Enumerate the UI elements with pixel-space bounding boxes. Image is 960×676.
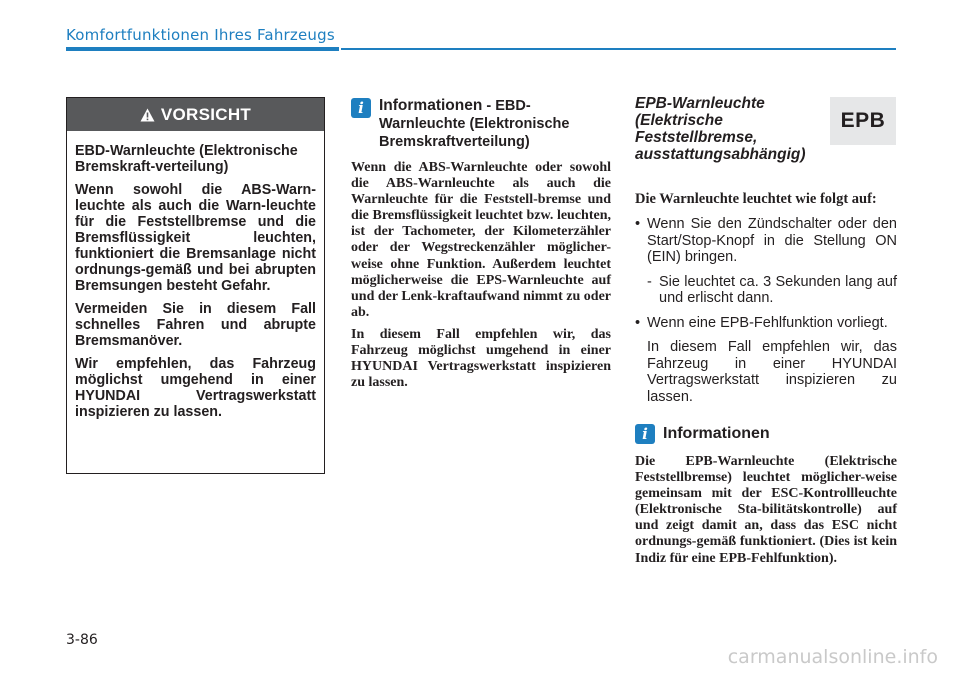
section-title: Komfortfunktionen Ihres Fahrzeugs xyxy=(66,26,335,44)
sub-list-item-text: Sie leuchtet ca. 3 Sekunden lang auf und erlischt dann. xyxy=(659,273,897,306)
info-icon: i xyxy=(351,98,371,118)
header-rule-thin xyxy=(341,48,896,50)
caution-paragraph: EBD-Warnleuchte (Elektronische Bremskraft-verteilung) xyxy=(75,143,298,175)
caution-header xyxy=(67,98,324,131)
list-item xyxy=(635,315,897,332)
watermark: carmanualsonline.info xyxy=(727,646,938,668)
epb-recommendation: In diesem Fall empfehlen wir, das Fahrzeug in einer HYUNDAI Vertragswerkstatt inspizieren zu lassen. xyxy=(647,339,897,405)
info-heading-label: Informationen xyxy=(379,97,483,114)
list-item-text: Wenn Sie den Zündschalter oder den Start/Stop-Knopf in die Stellung ON (EIN) bringen. xyxy=(647,216,897,265)
info-heading xyxy=(351,97,611,151)
info-icon: i xyxy=(635,424,655,444)
caution-paragraph: Wir empfehlen, das Fahrzeug möglichst umgehend in einer HYUNDAI Vertragswerkstatt inspizieren zu lassen. xyxy=(75,356,316,420)
caution-box xyxy=(66,97,325,474)
info-epb-text: Die EPB-Warnleuchte (Elektrische Feststellbremse) leuchtet möglicher-weise gemeinsam mit der ESC-Kontrollleuchte (Elektronische Sta-bilitätskontrolle) auf und zeigt damit an, dass das ESC nicht ordnungs-gemäß funktioniert. (Dies ist kein Indiz für eine EPB-Fehlfunktion). xyxy=(635,454,897,566)
info-paragraph: In diesem Fall empfehlen wir, das Fahrzeug möglichst umgehend in einer HYUNDAI Vertragswerkstatt inspizieren zu lassen. xyxy=(351,326,611,391)
sub-list-item xyxy=(635,274,897,307)
info-subheading: - EBD-Warnleuchte (Elektronische Bremskraftverteilung) xyxy=(379,98,570,150)
caution-paragraph: Wenn sowohl die ABS-Warn-leuchte als auch die Warn-leuchte für die Feststellbremse und die Bremsflüssigkeit leuchten, funktioniert die Bremsanlage nicht ordnungs-gemäß und bei abrupten Bremsungen besteht Gefahr. xyxy=(75,182,316,294)
info-heading xyxy=(635,423,897,444)
caution-paragraph: Vermeiden Sie in diesem Fall schnelles Fahren und abrupte Bremsmanöver. xyxy=(75,301,316,349)
info-heading-label: Informationen xyxy=(663,425,770,442)
header-rule-thick xyxy=(66,47,339,51)
info-ebd-section xyxy=(351,97,611,397)
caution-label: VORSICHT xyxy=(160,104,252,124)
epb-body xyxy=(635,191,897,567)
info-body xyxy=(351,160,611,391)
bullet-marker: • xyxy=(635,314,641,331)
caution-body xyxy=(67,131,324,420)
bullet-marker: • xyxy=(635,216,641,232)
info-paragraph: Wenn die ABS-Warnleuchte oder sowohl die ABS-Warnleuchte als auch die Warnleuchte für die Feststell-bremse und die Bremsflüssigkeit leuchtet bzw. leuchten, ist der Tachometer, der Kilometerzähler oder der Wegstreckenzähler möglicher-weise ohne Funktion. Außerdem leuchtet möglicherweise die EPS-Warnleuchte auf und der Lenk-kraftaufwand nimmt zu oder ab. xyxy=(351,160,611,320)
list-item-text: Wenn eine EPB-Fehlfunktion vorliegt. xyxy=(647,314,888,331)
page-number: 3-86 xyxy=(66,632,98,648)
epb-title: EPB-Warnleuchte (Elektrische Feststellbremse, ausstattungsabhängig) xyxy=(635,95,806,163)
epb-lead: Die Warnleuchte leuchtet wie folgt auf: xyxy=(635,191,877,207)
dash-marker: - xyxy=(647,273,652,290)
epb-badge: EPB xyxy=(830,97,896,145)
warning-triangle-icon xyxy=(140,108,155,122)
list-item xyxy=(635,216,897,266)
